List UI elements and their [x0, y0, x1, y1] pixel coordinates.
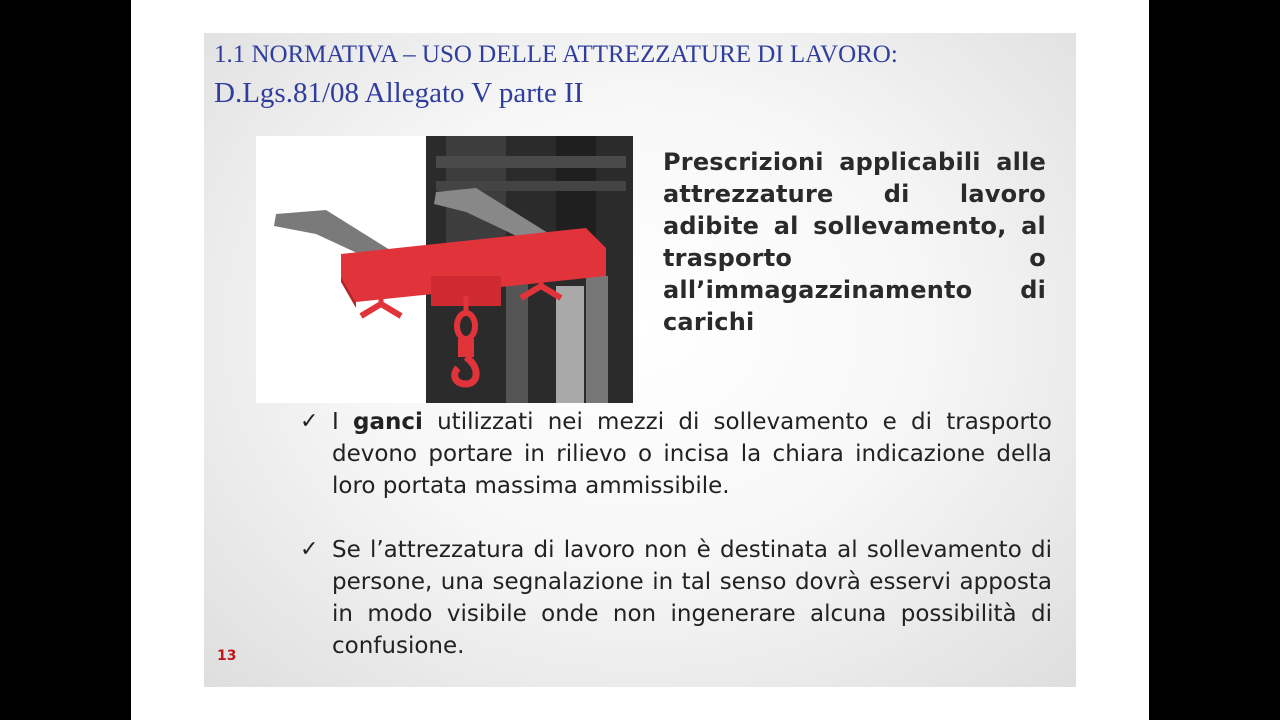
bullet-text-bold: ganci — [353, 409, 423, 435]
list-item — [300, 406, 1052, 502]
slide-title: 1.1 NORMATIVA – USO DELLE ATTREZZATURE DI LAVORO: — [214, 41, 898, 68]
bullet-text: utilizzati nei mezzi di sollevamento e di trasporto devono portare in rilievo o incisa la chiara indicazione della loro portata massima ammissibile. — [332, 409, 1052, 499]
requirements-heading: Prescrizioni applicabili alle attrezzature di lavoro adibite al sollevamento, al trasporto o all’immagazzinamento di carichi — [663, 148, 1046, 336]
forklift-hook-attachment-image — [256, 136, 633, 403]
slide-number: 13 — [217, 648, 237, 664]
bullet-text: Se l’attrezzatura di lavoro non è destinata al sollevamento di persone, una segnalazione in tal senso dovrà esservi apposta in modo visibile onde non ingenerare alcuna possibilità di confusione. — [332, 537, 1052, 659]
list-item — [300, 534, 1052, 662]
bullet-list — [300, 406, 1052, 687]
slide-subtitle: D.Lgs.81/08 Allegato V parte II — [214, 77, 584, 109]
slide — [204, 33, 1076, 687]
checkmark-icon: ✓ — [300, 537, 319, 562]
checkmark-icon: ✓ — [300, 409, 319, 434]
bullet-text-prefix: I — [332, 409, 353, 435]
